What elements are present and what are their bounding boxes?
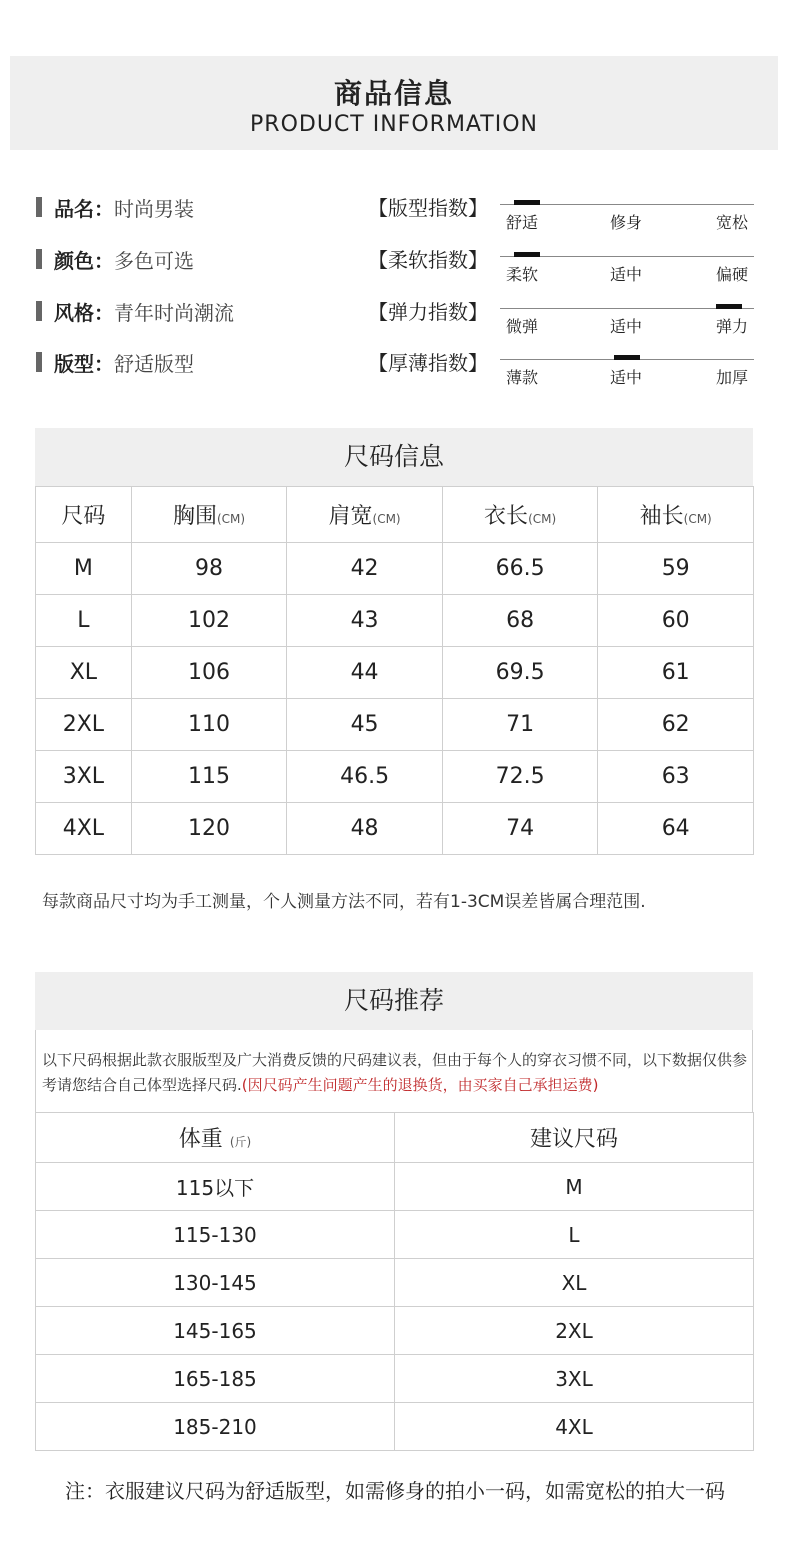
size-cell: 110	[131, 699, 287, 751]
attribute-value: 舒适版型	[114, 352, 194, 376]
scale-label-high: 加厚	[715, 368, 748, 387]
recommend-desc-box	[35, 1030, 753, 1112]
size-cell: M	[36, 543, 132, 595]
attribute-key: 品名	[54, 197, 94, 221]
size-header-cell	[442, 487, 598, 543]
attribute-separator: ：	[94, 352, 114, 376]
attribute-text	[54, 245, 194, 274]
size-cell: 59	[598, 543, 754, 595]
attribute-separator: ：	[94, 197, 114, 221]
index-scale	[500, 204, 754, 234]
size-header-cell	[36, 487, 132, 543]
size-unit: (CM)	[372, 512, 401, 526]
header-title-cn: 商品信息	[333, 77, 454, 110]
size-unit: (CM)	[683, 512, 712, 526]
index-label: 【弹力指数】	[368, 300, 488, 324]
recommended-size-cell: L	[395, 1211, 754, 1259]
index-label: 【厚薄指数】	[368, 351, 488, 375]
attribute-bullet	[36, 301, 42, 321]
scale-marker	[614, 355, 640, 360]
attribute-bullet	[36, 352, 42, 372]
table-row	[36, 699, 754, 751]
weight-header	[36, 1113, 395, 1163]
size-cell: 3XL	[36, 751, 132, 803]
size-unit: (CM)	[216, 512, 246, 526]
weight-cell: 130-145	[36, 1259, 395, 1307]
size-cell: 42	[287, 543, 443, 595]
size-header-label: 衣长	[484, 504, 529, 529]
index-scale	[500, 308, 754, 338]
fit-note: 注：衣服建议尺码为舒适版型，如需修身的拍小一码，如需宽松的拍大一码	[65, 1479, 725, 1503]
recommended-size-header: 建议尺码	[395, 1113, 754, 1163]
size-cell: 63	[598, 751, 754, 803]
attribute-key: 风格	[54, 301, 94, 325]
recommended-size-cell: 3XL	[395, 1355, 754, 1403]
size-cell: 66.5	[442, 543, 598, 595]
size-cell: 72.5	[442, 751, 598, 803]
size-cell: 46.5	[287, 751, 443, 803]
size-header-label: 肩宽	[328, 504, 373, 529]
size-cell: 45	[287, 699, 443, 751]
attribute-key: 颜色	[54, 249, 94, 273]
weight-cell: 185-210	[36, 1403, 395, 1451]
size-cell: 64	[598, 803, 754, 855]
table-row	[36, 595, 754, 647]
attribute-text	[54, 348, 194, 377]
table-row	[36, 803, 754, 855]
scale-label-mid: 适中	[610, 317, 643, 336]
size-unit: (CM)	[528, 512, 557, 526]
weight-cell: 115-130	[36, 1211, 395, 1259]
recommend-table-header	[36, 1113, 754, 1163]
size-cell: 74	[442, 803, 598, 855]
scale-label-mid: 适中	[610, 265, 643, 284]
scale-label-low: 舒适	[506, 213, 539, 232]
attribute-key: 版型	[54, 352, 94, 376]
recommend-table-body	[36, 1163, 754, 1451]
attribute-row	[36, 296, 756, 336]
recommend-table	[35, 1112, 754, 1451]
size-cell: 120	[131, 803, 287, 855]
table-row	[36, 1259, 754, 1307]
header-title-en: PRODUCT INFORMATION	[250, 112, 538, 137]
size-cell: 44	[287, 647, 443, 699]
scale-marker	[716, 304, 742, 309]
attribute-bullet	[36, 249, 42, 269]
size-table	[35, 486, 754, 855]
weight-unit: (斤)	[229, 1135, 252, 1149]
size-header-cell	[287, 487, 443, 543]
attribute-value: 青年时尚潮流	[114, 301, 234, 325]
attribute-separator: ：	[94, 249, 114, 273]
scale-label-mid: 修身	[610, 213, 643, 232]
index-scale	[500, 359, 754, 389]
index-label: 【版型指数】	[368, 196, 488, 220]
index-label: 【柔软指数】	[368, 248, 488, 272]
scale-label-mid: 适中	[610, 368, 643, 387]
size-cell: 61	[598, 647, 754, 699]
table-row	[36, 647, 754, 699]
table-row	[36, 1211, 754, 1259]
recommend-desc-text: 以下尺码根据此款衣服版型及广大消费反馈的尺码建议表，但由于每个人的穿衣习惯不同，以下数据仅供参考请您结合自己体型选择尺码.	[42, 1051, 748, 1094]
scale-label-high: 偏硬	[715, 265, 748, 284]
size-cell: L	[36, 595, 132, 647]
recommend-desc-warning: (因尺码产生问题产生的退换货，由买家自己承担运费)	[241, 1076, 599, 1094]
table-row	[36, 543, 754, 595]
size-cell: 68	[442, 595, 598, 647]
size-table-body	[36, 543, 754, 855]
attribute-separator: ：	[94, 301, 114, 325]
attribute-row	[36, 192, 756, 232]
weight-header-label: 体重	[178, 1127, 223, 1152]
attribute-text	[54, 297, 234, 326]
size-header-label: 胸围	[172, 504, 217, 529]
size-header-cell	[598, 487, 754, 543]
size-header-label: 尺码	[61, 504, 106, 529]
table-row	[36, 1307, 754, 1355]
index-scale	[500, 256, 754, 286]
size-cell: 71	[442, 699, 598, 751]
weight-cell: 145-165	[36, 1307, 395, 1355]
size-table-header	[36, 487, 754, 543]
scale-marker	[514, 252, 540, 257]
size-cell: 43	[287, 595, 443, 647]
recommend-description	[42, 1048, 752, 1098]
size-cell: 60	[598, 595, 754, 647]
scale-label-high: 宽松	[715, 213, 748, 232]
attribute-row	[36, 347, 756, 387]
recommended-size-cell: 4XL	[395, 1403, 754, 1451]
table-row	[36, 751, 754, 803]
size-cell: 2XL	[36, 699, 132, 751]
size-header-cell	[131, 487, 287, 543]
size-cell: 115	[131, 751, 287, 803]
attribute-row	[36, 244, 756, 284]
attribute-bullet	[36, 197, 42, 217]
recommended-size-cell: 2XL	[395, 1307, 754, 1355]
scale-label-low: 柔软	[506, 265, 539, 284]
measurement-note: 每款商品尺寸均为手工测量，个人测量方法不同，若有1-3CM误差皆属合理范围.	[42, 892, 646, 912]
size-cell: 62	[598, 699, 754, 751]
size-header-label: 袖长	[639, 504, 684, 529]
scale-marker	[514, 200, 540, 205]
size-cell: XL	[36, 647, 132, 699]
weight-cell: 165-185	[36, 1355, 395, 1403]
weight-cell: 115以下	[36, 1163, 395, 1211]
table-row	[36, 1163, 754, 1211]
attribute-text	[54, 193, 194, 222]
scale-label-low: 薄款	[506, 368, 539, 387]
recommended-size-cell: XL	[395, 1259, 754, 1307]
size-cell: 106	[131, 647, 287, 699]
recommended-size-cell: M	[395, 1163, 754, 1211]
size-cell: 4XL	[36, 803, 132, 855]
size-cell: 69.5	[442, 647, 598, 699]
table-row	[36, 1355, 754, 1403]
scale-label-high: 弹力	[715, 317, 748, 336]
size-info-title: 尺码信息	[35, 428, 753, 486]
product-info-header	[10, 56, 778, 150]
scale-label-low: 微弹	[506, 317, 539, 336]
size-cell: 102	[131, 595, 287, 647]
size-cell: 98	[131, 543, 287, 595]
attribute-value: 时尚男装	[114, 197, 194, 221]
table-row	[36, 1403, 754, 1451]
size-recommend-title: 尺码推荐	[35, 972, 753, 1030]
attribute-value: 多色可选	[114, 249, 194, 273]
size-cell: 48	[287, 803, 443, 855]
